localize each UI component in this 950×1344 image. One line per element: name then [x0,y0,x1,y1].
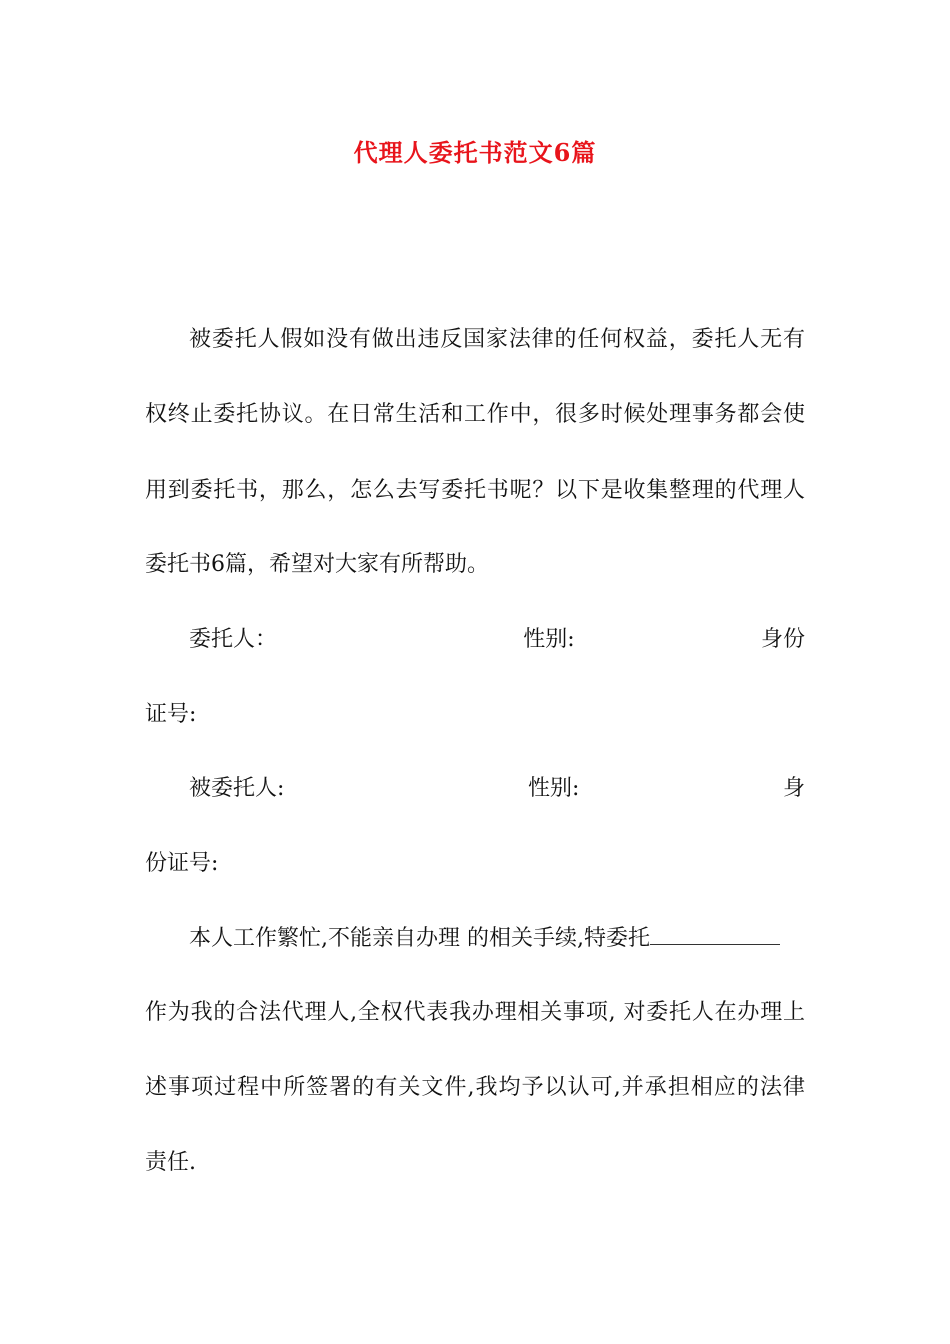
client-info-row [189,625,805,655]
client-name-label: 委托人： [189,627,278,652]
agent-gender-label: 性别: [527,776,580,801]
agent-id-label-cont: 份证号: [145,851,219,876]
intro-line-2: 权终止委托协议。在日常生活和工作中，很多时候处理事务都会使 [145,402,805,427]
intro-line-3: 用到委托书，那么，怎么去写委托书呢？以下是收集整理的代理人 [145,478,805,503]
intro-line-1: 被委托人假如没有做出违反国家法律的任何权益，委托人无有 [189,327,805,352]
body-line-3: 述事项过程中所签署的有关文件,我均予以认可,并承担相应的法律 [145,1075,805,1100]
body-line-1 [189,924,780,954]
body-line-1-text: 本人工作繁忙,不能亲自办理 的相关手续,特委托 [189,926,650,951]
client-id-label-cont: 证号: [145,702,197,727]
document-title: 代理人委托书范文6篇 [353,138,597,167]
agent-id-label: 身 [782,776,805,801]
intro-line-4: 委托书6篇，希望对大家有所帮助。 [145,552,489,577]
agent-name-label: 被委托人: [189,776,285,801]
client-id-label: 身份 [760,627,805,652]
client-gender-label: 性别: [523,627,575,652]
agent-info-row [189,774,805,804]
body-line-2: 作为我的合法代理人,全权代表我办理相关事项, 对委托人在办理上 [145,1000,805,1025]
body-line-4: 责任. [145,1150,196,1175]
agent-name-blank [650,924,780,945]
